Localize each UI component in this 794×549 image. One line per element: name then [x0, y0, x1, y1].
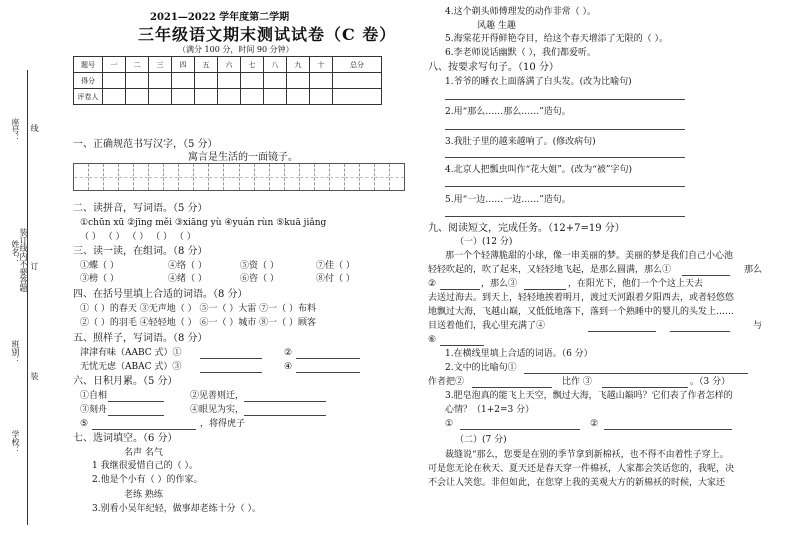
idiom-item: ②见善则迁，: [190, 391, 245, 401]
score-cell[interactable]: [310, 73, 333, 89]
copy-sentence: 寓言是生活的一面镜子。: [188, 152, 298, 163]
answer-line[interactable]: [296, 372, 360, 373]
grader-cell[interactable]: [172, 89, 195, 105]
rewrite-question: 2.用“那么……那么……”造句。: [445, 107, 571, 117]
passage-line: 目送着他们，我心里充满了④: [428, 321, 546, 331]
grader-row: [74, 89, 382, 105]
rewrite-question: 5.用“一边……一边……”造句。: [445, 195, 571, 205]
rewrite-question: 3.我肚子里的越来越响了。(修改病句): [445, 137, 596, 147]
passage-line: 与: [753, 321, 763, 331]
answer-line[interactable]: [244, 415, 326, 416]
reading-question: 2.文中的比喻句①: [445, 363, 517, 373]
pinyin-answers[interactable]: （ ） （ ） （ ） （ ） （ ）: [80, 232, 196, 242]
answer-line[interactable]: [296, 358, 360, 359]
school-year: 2021—2022 学年度第二学期: [150, 12, 290, 23]
answer-line[interactable]: [244, 401, 326, 402]
answer-line[interactable]: [445, 129, 685, 130]
grader-cell[interactable]: [287, 89, 310, 105]
score-cell[interactable]: [126, 73, 149, 89]
word-choices: 风趣 生趣: [477, 21, 516, 31]
grader-cell[interactable]: [264, 89, 287, 105]
score-cell[interactable]: [172, 73, 195, 89]
grader-cell[interactable]: [103, 89, 126, 105]
idiom-item: ⑤: [80, 419, 89, 429]
score-header-cell: 十: [310, 57, 333, 73]
answer-line[interactable]: [588, 331, 656, 332]
grader-cell[interactable]: [333, 89, 382, 105]
score-cell[interactable]: [287, 73, 310, 89]
word-group-item[interactable]: ⑤资（ ）: [240, 261, 279, 271]
score-cell[interactable]: [195, 73, 218, 89]
reading-question: ①: [445, 419, 454, 429]
score-header-cell: 四: [172, 57, 195, 73]
section-6-title: 六、日积月累。（5 分）: [73, 376, 178, 387]
section-4-title: 四、在括号里填上合适的词语。（8 分）: [73, 289, 248, 300]
passage-line: 轻轻吹起的，吹了起来，又轻轻地飞起，是那么圆满，那么①: [428, 265, 672, 275]
pattern-aabc: 津津有味（AABC 式）①: [80, 348, 182, 358]
writing-grid[interactable]: [73, 163, 405, 191]
passage-line: 不会让人笑您。非但如此，在您穿上我的美观大方的新棉袄的时候，大家还: [428, 478, 726, 488]
grader-cell[interactable]: [149, 89, 172, 105]
passage-line: ，在阳光下，他们一个个这上天去: [568, 279, 704, 289]
reading-question: 1.在横线里填上合适的词语。（6 分）: [445, 349, 593, 359]
passage-line: 那么: [744, 265, 763, 275]
word-group-item[interactable]: ⑦佳（ ）: [316, 261, 355, 271]
answer-line[interactable]: [108, 401, 164, 402]
score-header-cell: 九: [287, 57, 310, 73]
score-header-cell: 七: [241, 57, 264, 73]
idiom-item: ①自相: [80, 391, 108, 401]
section-7-title: 七、选词填空。（6 分）: [73, 433, 178, 444]
score-header-cell: 八: [264, 57, 287, 73]
score-header-cell: 六: [218, 57, 241, 73]
class-label: 班别：: [11, 340, 20, 364]
score-header-cell: 五: [195, 57, 218, 73]
grader-row-label: 评卷人: [74, 89, 103, 105]
passage-line: 裁缝说“那么，您要是在别的季节拿到新棉袄，也不得不由着性子穿上。: [445, 450, 729, 460]
score-header-cell: 题号: [74, 57, 103, 73]
score-cell[interactable]: [264, 73, 287, 89]
choice-question[interactable]: 5.海棠花开得鲜艳夺目，给这个春天增添了无限的（ ）。: [445, 34, 668, 44]
answer-line[interactable]: [460, 429, 580, 430]
rewrite-question: 4.北京人把瓢虫叫作“花大姐”。(改为“被”字句): [445, 165, 633, 175]
score-header-cell: 三: [149, 57, 172, 73]
choice-question[interactable]: 4.这个剃头师傅理发的动作非常（ ）。: [445, 7, 596, 17]
section-5-title: 五、照样子，写词语。（8 分）: [73, 333, 208, 344]
section-9-title: 九、阅读短文，完成任务。（12+7=19 分）: [428, 223, 625, 234]
word-choices: 老练 熟练: [124, 490, 163, 500]
answer-line[interactable]: [472, 387, 552, 388]
pattern-abac: 无忧无虑（ABAC 式）③: [80, 362, 182, 372]
score-header-cell: 一: [103, 57, 126, 73]
grader-cell[interactable]: [195, 89, 218, 105]
answer-line[interactable]: [445, 216, 685, 217]
reading-question: 心情？（1+2=3 分）: [445, 405, 535, 415]
score-cell[interactable]: [103, 73, 126, 89]
word-group-item[interactable]: ①蝶（ ）: [80, 261, 119, 271]
reading-question: ②: [590, 419, 599, 429]
answer-line[interactable]: [670, 331, 730, 332]
seal-mark-xian: 线: [30, 124, 39, 132]
score-header-cell: 二: [126, 57, 149, 73]
word-group-item[interactable]: ④络（ ）: [168, 261, 207, 271]
choice-question[interactable]: 3.别看小吴年纪轻，做事却老练十分（ ）。: [92, 504, 261, 514]
choice-question[interactable]: 2.他是个小有（ ）的作家。: [92, 475, 203, 485]
section-8-title: 八、按要求写句子。（10 分）: [428, 62, 559, 73]
score-header-cell: 总分: [333, 57, 382, 73]
answer-line[interactable]: [108, 415, 164, 416]
name-label: 姓名：: [11, 240, 20, 264]
answer-line[interactable]: [92, 429, 196, 430]
score-cell[interactable]: [241, 73, 264, 89]
school-label: 学校：: [11, 430, 20, 454]
seal-mark-zhuang: 装: [30, 372, 39, 380]
answer-line[interactable]: [200, 358, 262, 359]
reading-question: 作者把②: [428, 377, 465, 387]
no-answer-notice: 装订线内不要答题: [19, 228, 28, 292]
passage-line: 可是您无论在秋天、夏天还是春天穿一件棉袄，人家都会笑话您的，我呢，决: [428, 464, 735, 474]
word-group-item[interactable]: ④绪（ ）: [168, 274, 207, 284]
fill-word-line[interactable]: ①（ ）的春天 ③无声地（ ） ⑤一（ ）大雷 ⑦一（ ）布料: [80, 304, 317, 314]
idiom-item: ③刻舟: [80, 405, 108, 415]
reading-question: 3.肥皂泡真的能飞上天空，飘过大海，飞越山巅吗？它们表了作者怎样的: [445, 391, 733, 401]
passage-line: ⑥: [428, 335, 437, 345]
answer-line[interactable]: [604, 429, 732, 430]
section-3-title: 三、读一读，在组词。（8 分）: [73, 246, 208, 257]
passage-line: 地飘过大海，飞越山巅，又低低地落下，落到一个熟睡中的婴儿的头发上……: [428, 307, 735, 317]
choice-question[interactable]: 6.李老师说话幽默（ ），我们都爱听。: [445, 48, 596, 58]
word-group-item[interactable]: ③榜（ ）: [80, 274, 119, 284]
passage-line: 去送过海去。到天上，轻轻地挨着明月，渡过天河跟着夕阳西去，或者轻悠悠: [428, 293, 735, 303]
rewrite-question: 1.爷爷的睡衣上面落满了白头发。(改为比喻句): [445, 77, 632, 87]
score-table-header-row: [74, 57, 382, 73]
answer-line[interactable]: [445, 157, 685, 158]
word-choices: 名声 名气: [124, 448, 163, 458]
score-row-label: 得分: [74, 73, 103, 89]
answer-line[interactable]: [445, 186, 685, 187]
reading-question: 比作 ③: [562, 377, 592, 387]
answer-line[interactable]: [200, 372, 262, 373]
exam-title: 三年级语文期末测试试卷（C 卷）: [138, 25, 397, 44]
grader-cell[interactable]: [241, 89, 264, 105]
grader-cell[interactable]: [310, 89, 333, 105]
section-2-title: 二、读拼音，写词语。（5 分）: [73, 203, 208, 214]
score-table: [73, 56, 382, 105]
score-row: [74, 73, 382, 89]
answer-line[interactable]: [602, 387, 688, 388]
passage-line: ②: [428, 279, 437, 289]
part-2-label: （二）(7 分): [455, 435, 507, 445]
reading-question: 。（3 分）: [690, 377, 731, 387]
answer-line[interactable]: [440, 345, 484, 346]
passage-line: ，那么③: [481, 279, 518, 289]
idiom-item: ④眼见为实，: [190, 405, 245, 415]
fill-word-line[interactable]: ②（ ）的羽毛 ④轻轻地（ ） ⑥一（ ）城市 ⑧一（ ）顾客: [80, 318, 317, 328]
section-1-title: 一、正确规范书写汉字，（5 分）: [73, 139, 218, 150]
grader-cell[interactable]: [218, 89, 241, 105]
answer-line[interactable]: [524, 289, 566, 290]
pattern-aabc-2: ②: [284, 348, 293, 358]
choice-question[interactable]: 1 我继很爱惜自己的（ ）。: [92, 461, 198, 471]
part-1-label: （一）(12 分): [455, 237, 513, 247]
pinyin-line: ①chūn xū ②jīng měi ③xiāng yù ④yuán rùn ⑤kuā jiǎng: [80, 218, 327, 228]
word-group-item[interactable]: ⑧付（ ）: [316, 274, 355, 284]
score-cell[interactable]: [333, 73, 382, 89]
grader-cell[interactable]: [126, 89, 149, 105]
pattern-abac-2: ④: [284, 362, 293, 372]
answer-line[interactable]: [524, 373, 748, 374]
seal-mark-ding: 订: [30, 262, 39, 270]
score-cell[interactable]: [149, 73, 172, 89]
score-time-note: （满分 100 分，时间 90 分钟）: [178, 45, 294, 54]
idiom-item: ，将得虎子: [200, 419, 246, 429]
answer-line[interactable]: [440, 289, 480, 290]
seat-label: 座号：: [11, 118, 20, 142]
passage-line: 那一个个轻薄脆甜的小球，像一串美丽的梦。美丽的梦是我们自己小心池: [445, 251, 734, 261]
answer-line[interactable]: [445, 99, 685, 100]
word-group-item[interactable]: ⑥咨（ ）: [240, 274, 279, 284]
binding-line: [27, 70, 28, 525]
answer-line[interactable]: [682, 275, 730, 276]
score-cell[interactable]: [218, 73, 241, 89]
